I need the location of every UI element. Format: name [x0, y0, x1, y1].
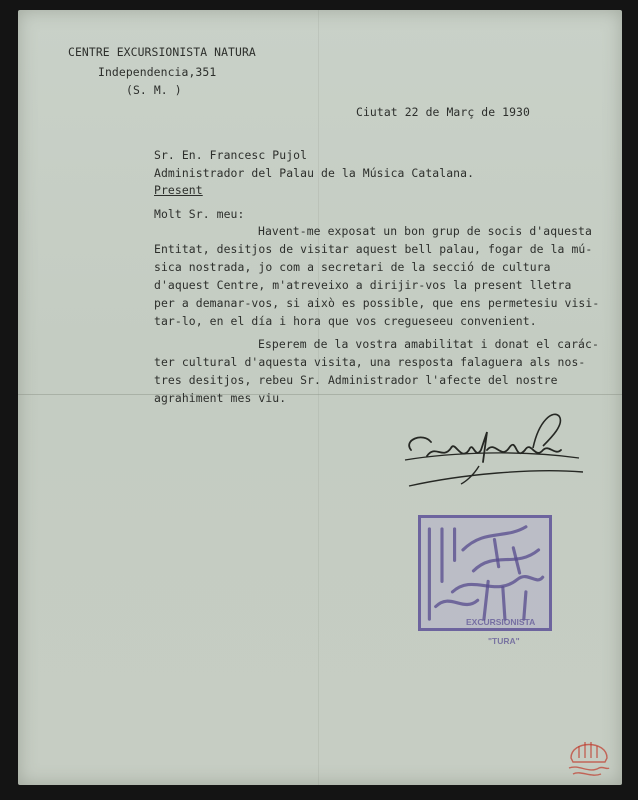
archive-seal-icon: [565, 728, 613, 780]
body-line: sica nostrada, jo com a secretari de la secció de cultura: [154, 260, 551, 274]
body-line: per a demanar-vos, si això es possible, que ens permetesiu visi-: [154, 296, 600, 310]
stamp-text-line1: EXCURSIONISTA: [466, 617, 536, 627]
letterhead-address: Independencia,351: [98, 65, 217, 79]
body-line: Esperem de la vostra amabilitat i donat el carác-: [258, 337, 599, 351]
handwritten-signature: [383, 410, 583, 495]
date-line: Ciutat 22 de Març de 1930: [356, 105, 530, 119]
body-line: agrahiment mes viu.: [154, 391, 287, 405]
body-line: ter cultural d'aquesta visita, una resposta falaguera als nos-: [154, 355, 586, 369]
body-line: Entitat, desitjos de visitar aquest bell palau, fogar de la mú-: [154, 242, 593, 256]
stamp-text-line2: "TURA": [488, 636, 520, 646]
horizontal-fold: [18, 394, 622, 395]
vertical-fold: [318, 10, 319, 785]
organization-stamp: [418, 515, 552, 631]
letter-sheet: [18, 10, 622, 785]
body-line: tres desitjos, rebeu Sr. Administrador l'afecte del nostre: [154, 373, 558, 387]
letterhead-district: (S. M. ): [126, 83, 182, 97]
body-line: Havent-me exposat un bon grup de socis d'aquesta: [258, 224, 592, 238]
salutation: Molt Sr. meu:: [154, 207, 245, 221]
recipient-present: Present: [154, 183, 203, 197]
body-line: d'aquest Centre, m'atreveixo a dirijir-vos la present lletra: [154, 278, 572, 292]
recipient-role: Administrador del Palau de la Música Catalana.: [154, 166, 475, 180]
body-line: tar-lo, en el día i hora que vos cregueseeu convenient.: [154, 314, 537, 328]
recipient-name: Sr. En. Francesc Pujol: [154, 148, 308, 162]
letterhead-org: CENTRE EXCURSIONISTA NATURA: [68, 45, 256, 59]
